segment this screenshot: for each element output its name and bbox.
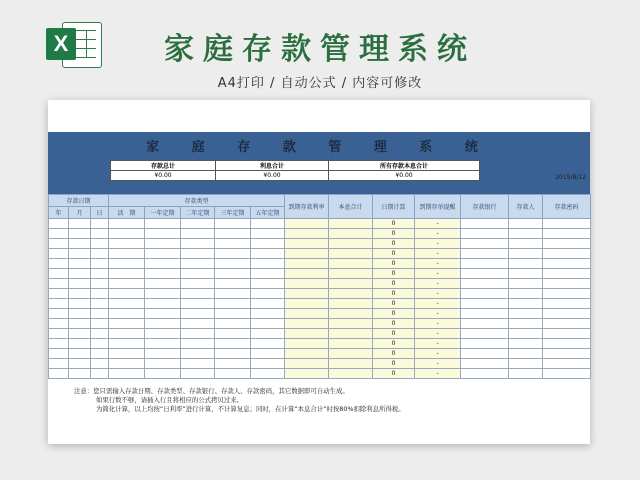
table-row: [49, 279, 591, 289]
table-cell[interactable]: -: [415, 229, 461, 239]
table-cell[interactable]: [91, 289, 109, 299]
table-cell[interactable]: [251, 239, 285, 249]
table-cell[interactable]: [69, 309, 91, 319]
table-cell[interactable]: [461, 359, 509, 369]
table-cell[interactable]: -: [415, 289, 461, 299]
table-cell[interactable]: [91, 329, 109, 339]
table-cell[interactable]: [49, 289, 69, 299]
table-cell[interactable]: [543, 279, 591, 289]
table-cell[interactable]: [251, 269, 285, 279]
table-cell[interactable]: -: [415, 239, 461, 249]
table-cell[interactable]: [181, 319, 215, 329]
table-cell[interactable]: [461, 259, 509, 269]
table-row: [49, 259, 591, 269]
table-cell[interactable]: -: [415, 299, 461, 309]
header-interest-total: 本息合计: [329, 195, 373, 219]
table-cell[interactable]: [109, 369, 145, 379]
table-cell[interactable]: -: [415, 269, 461, 279]
table-row: [49, 219, 591, 229]
table-cell[interactable]: [509, 349, 543, 359]
table-cell[interactable]: 0: [373, 249, 415, 259]
table-cell[interactable]: [69, 289, 91, 299]
table-cell[interactable]: [69, 259, 91, 269]
table-row: [49, 309, 591, 319]
table-cell[interactable]: [329, 229, 373, 239]
table-cell[interactable]: [69, 319, 91, 329]
excel-x-icon: X: [46, 28, 76, 60]
table-cell[interactable]: [251, 359, 285, 369]
table-cell[interactable]: [215, 249, 251, 259]
table-cell[interactable]: [145, 329, 181, 339]
table-cell[interactable]: [509, 339, 543, 349]
table-cell[interactable]: -: [415, 349, 461, 359]
table-row: [49, 319, 591, 329]
sheet-date: 2019/8/12: [555, 174, 586, 181]
table-cell[interactable]: [543, 309, 591, 319]
table-cell[interactable]: [181, 359, 215, 369]
table-cell[interactable]: [181, 249, 215, 259]
table-cell[interactable]: [69, 269, 91, 279]
summary-value-interest[interactable]: ¥0.00: [216, 171, 329, 181]
table-cell[interactable]: 0: [373, 239, 415, 249]
table-cell[interactable]: [251, 259, 285, 269]
table-cell[interactable]: [109, 279, 145, 289]
table-cell[interactable]: [215, 299, 251, 309]
table-cell[interactable]: [109, 259, 145, 269]
table-cell[interactable]: -: [415, 219, 461, 229]
table-cell[interactable]: [329, 289, 373, 299]
table-cell[interactable]: [285, 309, 329, 319]
table-cell[interactable]: [251, 229, 285, 239]
table-cell[interactable]: [181, 269, 215, 279]
table-cell[interactable]: [49, 319, 69, 329]
table-cell[interactable]: [145, 299, 181, 309]
table-cell[interactable]: [509, 279, 543, 289]
table-cell[interactable]: [69, 229, 91, 239]
table-cell[interactable]: [145, 259, 181, 269]
table-cell[interactable]: [509, 239, 543, 249]
table-cell[interactable]: [181, 289, 215, 299]
table-cell[interactable]: [509, 219, 543, 229]
table-cell[interactable]: [215, 239, 251, 249]
table-cell[interactable]: [285, 279, 329, 289]
table-cell[interactable]: [251, 369, 285, 379]
table-cell[interactable]: [329, 339, 373, 349]
table-cell[interactable]: [329, 259, 373, 269]
table-cell[interactable]: [49, 329, 69, 339]
table-cell[interactable]: [109, 249, 145, 259]
header-type-5yr: 五年定期: [251, 207, 285, 219]
page-title: 家庭存款管理系统: [164, 32, 476, 67]
table-cell[interactable]: [215, 219, 251, 229]
table-cell[interactable]: [91, 349, 109, 359]
table-cell[interactable]: [69, 369, 91, 379]
table-cell[interactable]: [145, 349, 181, 359]
table-cell[interactable]: -: [415, 339, 461, 349]
table-row: [49, 339, 591, 349]
table-cell[interactable]: [285, 369, 329, 379]
table-cell[interactable]: -: [415, 249, 461, 259]
table-cell[interactable]: [109, 319, 145, 329]
table-cell[interactable]: [329, 239, 373, 249]
table-cell[interactable]: 0: [373, 339, 415, 349]
table-cell[interactable]: [251, 219, 285, 229]
table-cell[interactable]: [461, 319, 509, 329]
table-cell[interactable]: [49, 249, 69, 259]
table-cell[interactable]: [509, 249, 543, 259]
table-cell[interactable]: [461, 339, 509, 349]
table-cell[interactable]: [461, 289, 509, 299]
table-cell[interactable]: [329, 269, 373, 279]
table-cell[interactable]: [329, 349, 373, 359]
table-cell[interactable]: [69, 299, 91, 309]
table-cell[interactable]: [461, 349, 509, 359]
table-cell[interactable]: [329, 279, 373, 289]
table-cell[interactable]: [285, 359, 329, 369]
table-cell[interactable]: [109, 219, 145, 229]
table-row: [49, 329, 591, 339]
table-cell[interactable]: [109, 229, 145, 239]
table-cell[interactable]: [543, 369, 591, 379]
spreadsheet-sheet: [48, 100, 590, 444]
table-cell[interactable]: -: [415, 319, 461, 329]
table-cell[interactable]: [215, 279, 251, 289]
table-cell[interactable]: [215, 339, 251, 349]
table-cell[interactable]: [109, 329, 145, 339]
table-cell[interactable]: [145, 289, 181, 299]
table-cell[interactable]: [461, 309, 509, 319]
table-cell[interactable]: [329, 309, 373, 319]
table-cell[interactable]: 0: [373, 229, 415, 239]
table-cell[interactable]: [509, 259, 543, 269]
table-cell[interactable]: [181, 239, 215, 249]
table-cell[interactable]: 0: [373, 279, 415, 289]
table-cell[interactable]: [461, 239, 509, 249]
table-cell[interactable]: [91, 219, 109, 229]
table-cell[interactable]: [49, 359, 69, 369]
table-cell[interactable]: [329, 299, 373, 309]
table-cell[interactable]: [91, 299, 109, 309]
table-cell[interactable]: [329, 359, 373, 369]
header-reminder: 到期存单提醒: [415, 195, 461, 219]
table-cell[interactable]: [69, 359, 91, 369]
header-group-type: 存款类型: [109, 195, 285, 207]
header-year: 年: [49, 207, 69, 219]
table-cell[interactable]: [285, 289, 329, 299]
table-cell[interactable]: [145, 229, 181, 239]
table-cell[interactable]: [145, 359, 181, 369]
table-cell[interactable]: [251, 249, 285, 259]
table-cell[interactable]: [251, 329, 285, 339]
table-cell[interactable]: [181, 309, 215, 319]
table-cell[interactable]: -: [415, 309, 461, 319]
table-cell[interactable]: [145, 279, 181, 289]
table-cell[interactable]: [543, 259, 591, 269]
table-row: [49, 349, 591, 359]
summary-label-total: 存款总计: [111, 161, 216, 171]
table-cell[interactable]: [543, 289, 591, 299]
table-cell[interactable]: [285, 349, 329, 359]
notes-block: [74, 387, 405, 414]
header-bank: 存款银行: [461, 195, 509, 219]
table-cell[interactable]: [461, 369, 509, 379]
table-cell[interactable]: [329, 249, 373, 259]
table-cell[interactable]: [215, 369, 251, 379]
table-cell[interactable]: [145, 339, 181, 349]
table-cell[interactable]: -: [415, 279, 461, 289]
table-cell[interactable]: [509, 359, 543, 369]
table-cell[interactable]: [543, 359, 591, 369]
table-cell[interactable]: [215, 329, 251, 339]
table-cell[interactable]: [461, 299, 509, 309]
table-cell[interactable]: 0: [373, 259, 415, 269]
table-cell[interactable]: 0: [373, 369, 415, 379]
spreadsheet-grid-icon: [76, 30, 96, 58]
table-cell[interactable]: [49, 349, 69, 359]
table-cell[interactable]: [181, 229, 215, 239]
table-cell[interactable]: [181, 349, 215, 359]
table-row: [49, 359, 591, 369]
table-cell[interactable]: [145, 309, 181, 319]
table-cell[interactable]: [251, 289, 285, 299]
table-cell[interactable]: [543, 339, 591, 349]
table-cell[interactable]: [181, 329, 215, 339]
table-cell[interactable]: [215, 289, 251, 299]
summary-table: [110, 160, 480, 181]
table-cell[interactable]: [91, 229, 109, 239]
header-type-1yr: 一年定期: [145, 207, 181, 219]
table-cell[interactable]: [215, 259, 251, 269]
table-cell[interactable]: [215, 349, 251, 359]
table-cell[interactable]: [461, 279, 509, 289]
table-cell[interactable]: [69, 339, 91, 349]
table-cell[interactable]: [215, 319, 251, 329]
table-cell[interactable]: [543, 329, 591, 339]
note-line: 为简化计算，以上均按“日利率”进行计算，不计算复息；同时，在计算“本息合计”时按80%扣除利息所得税。: [96, 405, 405, 413]
table-cell[interactable]: [49, 309, 69, 319]
table-cell[interactable]: 0: [373, 329, 415, 339]
table-cell[interactable]: -: [415, 329, 461, 339]
summary-value-total[interactable]: ¥0.00: [111, 171, 216, 181]
table-row: [49, 289, 591, 299]
header-due-rate: 到期存款利率: [285, 195, 329, 219]
table-cell[interactable]: [145, 249, 181, 259]
table-cell[interactable]: [49, 219, 69, 229]
table-cell[interactable]: [91, 309, 109, 319]
table-cell[interactable]: [251, 349, 285, 359]
table-cell[interactable]: [285, 269, 329, 279]
table-cell[interactable]: [461, 269, 509, 279]
table-cell[interactable]: [543, 299, 591, 309]
table-cell[interactable]: [91, 239, 109, 249]
table-cell[interactable]: [543, 269, 591, 279]
table-cell[interactable]: [69, 249, 91, 259]
table-cell[interactable]: 0: [373, 309, 415, 319]
table-cell[interactable]: [509, 319, 543, 329]
table-cell[interactable]: [215, 229, 251, 239]
table-cell[interactable]: 0: [373, 299, 415, 309]
table-cell[interactable]: [461, 249, 509, 259]
table-cell[interactable]: [91, 249, 109, 259]
table-cell[interactable]: [509, 369, 543, 379]
table-cell[interactable]: [543, 229, 591, 239]
table-cell[interactable]: [285, 229, 329, 239]
table-cell[interactable]: [181, 279, 215, 289]
table-cell[interactable]: [109, 239, 145, 249]
deposit-table: [48, 194, 591, 379]
table-cell[interactable]: [49, 239, 69, 249]
table-cell[interactable]: [91, 279, 109, 289]
table-cell[interactable]: [251, 309, 285, 319]
table-cell[interactable]: [329, 369, 373, 379]
table-cell[interactable]: [285, 329, 329, 339]
table-cell[interactable]: 0: [373, 219, 415, 229]
table-cell[interactable]: [145, 269, 181, 279]
table-cell[interactable]: 0: [373, 269, 415, 279]
table-cell[interactable]: [145, 369, 181, 379]
table-row: [49, 249, 591, 259]
header-depositor: 存款人: [509, 195, 543, 219]
table-cell[interactable]: [543, 219, 591, 229]
table-cell[interactable]: 0: [373, 289, 415, 299]
table-cell[interactable]: [181, 219, 215, 229]
table-cell[interactable]: [49, 299, 69, 309]
table-cell[interactable]: -: [415, 359, 461, 369]
table-cell[interactable]: [509, 289, 543, 299]
table-cell[interactable]: 0: [373, 319, 415, 329]
table-cell[interactable]: [509, 229, 543, 239]
note-line: 注意：您只需输入存款日期、存款类型、存款银行、存款人、存款密码，其它数据即可自动生成。: [74, 387, 349, 395]
table-cell[interactable]: [69, 329, 91, 339]
table-cell[interactable]: [69, 219, 91, 229]
table-cell[interactable]: [251, 299, 285, 309]
table-cell[interactable]: [109, 339, 145, 349]
header-day: 日: [91, 207, 109, 219]
table-cell[interactable]: [91, 359, 109, 369]
table-cell[interactable]: [251, 279, 285, 289]
table-cell[interactable]: [109, 309, 145, 319]
table-cell[interactable]: [461, 219, 509, 229]
table-row: [49, 229, 591, 239]
table-cell[interactable]: [91, 369, 109, 379]
table-cell[interactable]: [181, 369, 215, 379]
table-cell[interactable]: [251, 339, 285, 349]
table-cell[interactable]: [285, 299, 329, 309]
table-cell[interactable]: [49, 339, 69, 349]
table-cell[interactable]: [91, 269, 109, 279]
table-cell[interactable]: [215, 269, 251, 279]
table-cell[interactable]: [285, 219, 329, 229]
table-cell[interactable]: [91, 319, 109, 329]
summary-value-grand-total[interactable]: ¥0.00: [329, 171, 480, 181]
header-type-2yr: 二年定期: [181, 207, 215, 219]
header-type-3yr: 三年定期: [215, 207, 251, 219]
table-cell[interactable]: [509, 329, 543, 339]
table-cell[interactable]: [251, 319, 285, 329]
table-cell[interactable]: [543, 249, 591, 259]
table-cell[interactable]: [49, 279, 69, 289]
header-group-date: 存款日期: [49, 195, 109, 207]
table-cell[interactable]: [49, 259, 69, 269]
table-cell[interactable]: [543, 349, 591, 359]
table-cell[interactable]: [69, 239, 91, 249]
sheet-title: 家 庭 存 款 管 理 系 统: [146, 140, 492, 155]
table-cell[interactable]: [109, 299, 145, 309]
header-day-calc: 日期计算: [373, 195, 415, 219]
table-cell[interactable]: [109, 359, 145, 369]
table-cell[interactable]: [285, 249, 329, 259]
table-cell[interactable]: [49, 369, 69, 379]
table-cell[interactable]: [509, 299, 543, 309]
table-cell[interactable]: [285, 239, 329, 249]
table-cell[interactable]: -: [415, 369, 461, 379]
header-password: 存款密码: [543, 195, 591, 219]
table-cell[interactable]: [285, 319, 329, 329]
table-cell[interactable]: 0: [373, 349, 415, 359]
table-cell[interactable]: [145, 239, 181, 249]
table-cell[interactable]: [181, 299, 215, 309]
table-cell[interactable]: [181, 259, 215, 269]
table-cell[interactable]: [109, 269, 145, 279]
table-cell[interactable]: 0: [373, 359, 415, 369]
table-cell[interactable]: [49, 269, 69, 279]
table-cell[interactable]: [215, 359, 251, 369]
table-cell[interactable]: [109, 349, 145, 359]
table-cell[interactable]: [329, 319, 373, 329]
table-cell[interactable]: [49, 229, 69, 239]
table-cell[interactable]: [69, 279, 91, 289]
table-cell[interactable]: [181, 339, 215, 349]
table-cell[interactable]: [285, 259, 329, 269]
table-cell[interactable]: [461, 329, 509, 339]
table-row: [49, 299, 591, 309]
header-type-current: 活 期: [109, 207, 145, 219]
table-cell[interactable]: [543, 239, 591, 249]
table-row: [49, 369, 591, 379]
table-cell[interactable]: [91, 339, 109, 349]
table-cell[interactable]: [285, 339, 329, 349]
table-cell[interactable]: [145, 219, 181, 229]
table-cell[interactable]: [109, 289, 145, 299]
table-cell[interactable]: [543, 319, 591, 329]
table-cell[interactable]: -: [415, 259, 461, 269]
table-cell[interactable]: [329, 219, 373, 229]
table-cell[interactable]: [215, 309, 251, 319]
excel-logo-icon: [46, 20, 102, 68]
table-cell[interactable]: [145, 319, 181, 329]
table-cell[interactable]: [91, 259, 109, 269]
table-row: [49, 239, 591, 249]
table-cell[interactable]: [329, 329, 373, 339]
summary-label-interest: 利息合计: [216, 161, 329, 171]
table-cell[interactable]: [509, 269, 543, 279]
header-month: 月: [69, 207, 91, 219]
table-cell[interactable]: [69, 349, 91, 359]
page-subtitle: A4打印 / 自动公式 / 内容可修改: [217, 76, 423, 91]
table-row: [49, 269, 591, 279]
table-cell[interactable]: [461, 229, 509, 239]
summary-label-grand-total: 所有存款本息合计: [329, 161, 480, 171]
note-line: 如果行数不够，请插入行且将相应的公式拷贝过来。: [96, 396, 243, 404]
table-cell[interactable]: [509, 309, 543, 319]
